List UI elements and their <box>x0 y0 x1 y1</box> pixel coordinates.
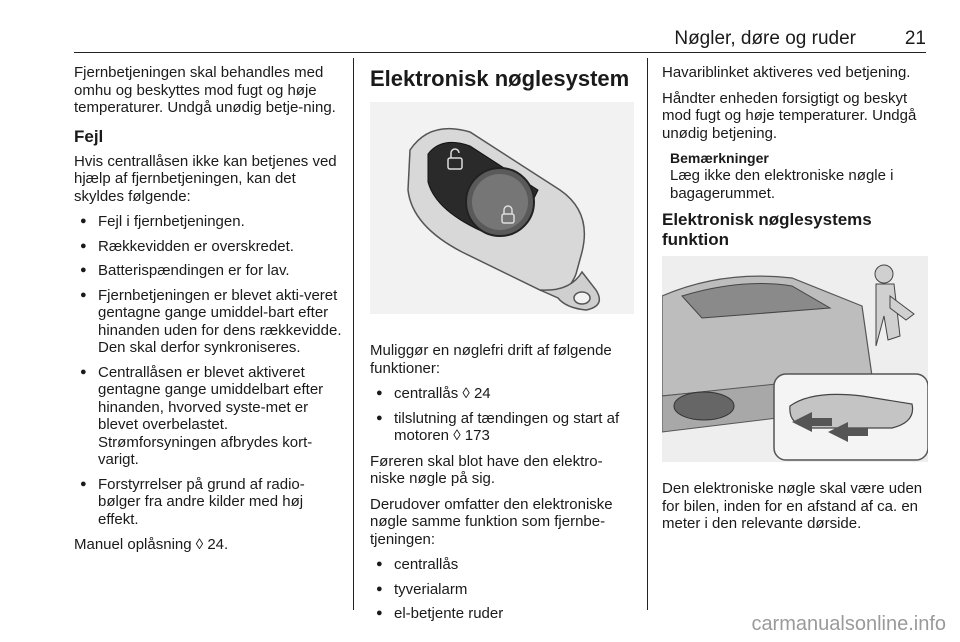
column-divider <box>353 58 354 610</box>
remote-functions-intro: Derudover omfatter den elektroniske nøgle samme funktion som fjernbe-tjeningen: <box>370 495 613 548</box>
subsection-heading: Elektronisk nøglesystems funktion <box>662 210 872 249</box>
column-1 <box>74 64 344 562</box>
list-item: ● centrallås ◊ 24 <box>370 385 634 403</box>
list-item: ● Fjernbetjeningen er blevet akti-veret gentagne gange umiddel-bart efter hinanden uden for dens rækkevidde. Den skal derfor synkroniseres. <box>74 287 344 357</box>
fault-heading: Fejl <box>74 126 104 146</box>
keyless-functions <box>370 385 634 445</box>
remote-care-text: Fjernbetjeningen skal behandles med omhu og beskyttes mod fugt og høje temperaturer. Undgå unødig betje-ning. <box>74 64 336 116</box>
note-box <box>670 150 928 202</box>
section-heading: Elektronisk nøglesystem <box>370 66 630 91</box>
list-item: ● Fejl i fjernbetjeningen. <box>74 213 344 231</box>
note-heading: Bemærkninger <box>670 150 769 166</box>
list-item: ● Rækkevidden er overskredet. <box>74 238 344 256</box>
hazard-text: Havariblinket aktiveres ved betjening. <box>662 64 911 81</box>
header-rule <box>74 52 926 53</box>
list-item: ● Batterispændingen er for lav. <box>74 262 344 280</box>
watermark: carmanualsonline.info <box>751 613 946 635</box>
driver-text: Føreren skal blot have den elektro-niske nøgle på sig. <box>370 452 603 487</box>
page-number: 21 <box>904 28 926 49</box>
list-item: ● tilslutning af tændingen og start af motoren ◊ 173 <box>370 410 634 445</box>
fault-intro: Hvis centrallåsen ikke kan betjenes ved hjælp af fjernbetjeningen, kan det skyldes følgende: <box>74 152 337 205</box>
fault-list <box>74 213 344 528</box>
handle-text: Håndter enheden forsigtigt og beskyt mod fugt og høje temperaturer. Undgå unødig betjening. <box>662 89 917 142</box>
remote-functions <box>370 556 634 623</box>
range-text: Den elektroniske nøgle skal være uden for bilen, inden for en afstand af ca. en meter i den relevante dørside. <box>662 480 923 532</box>
column-3 <box>662 64 928 541</box>
car-door-illustration <box>662 256 928 462</box>
keyless-intro: Muliggør en nøglefri drift af følgende funktioner: <box>370 342 612 377</box>
list-item: ● centrallås <box>370 556 634 574</box>
list-item: ● Forstyrrelser på grund af radio-bølger fra andre kilder med høj effekt. <box>74 476 344 529</box>
electronic-key-illustration <box>370 102 634 314</box>
list-item: ● Centrallåsen er blevet aktiveret gentagne gange umiddelbart efter hinanden, hvorved syste-met er blevet overbelastet. Strømforsyningen afbrydes kort-varigt. <box>74 364 344 469</box>
list-item: ● el-betjente ruder <box>370 605 634 623</box>
header-title: Nøgler, døre og ruder <box>674 28 856 49</box>
column-2 <box>370 64 634 631</box>
page-header <box>74 28 926 52</box>
note-text: Læg ikke den elektroniske nøgle i bagagerummet. <box>670 167 894 202</box>
list-item: ● tyverialarm <box>370 581 634 599</box>
column-divider <box>647 58 648 610</box>
manual-unlock-text: Manuel oplåsning ◊ 24. <box>74 536 229 553</box>
